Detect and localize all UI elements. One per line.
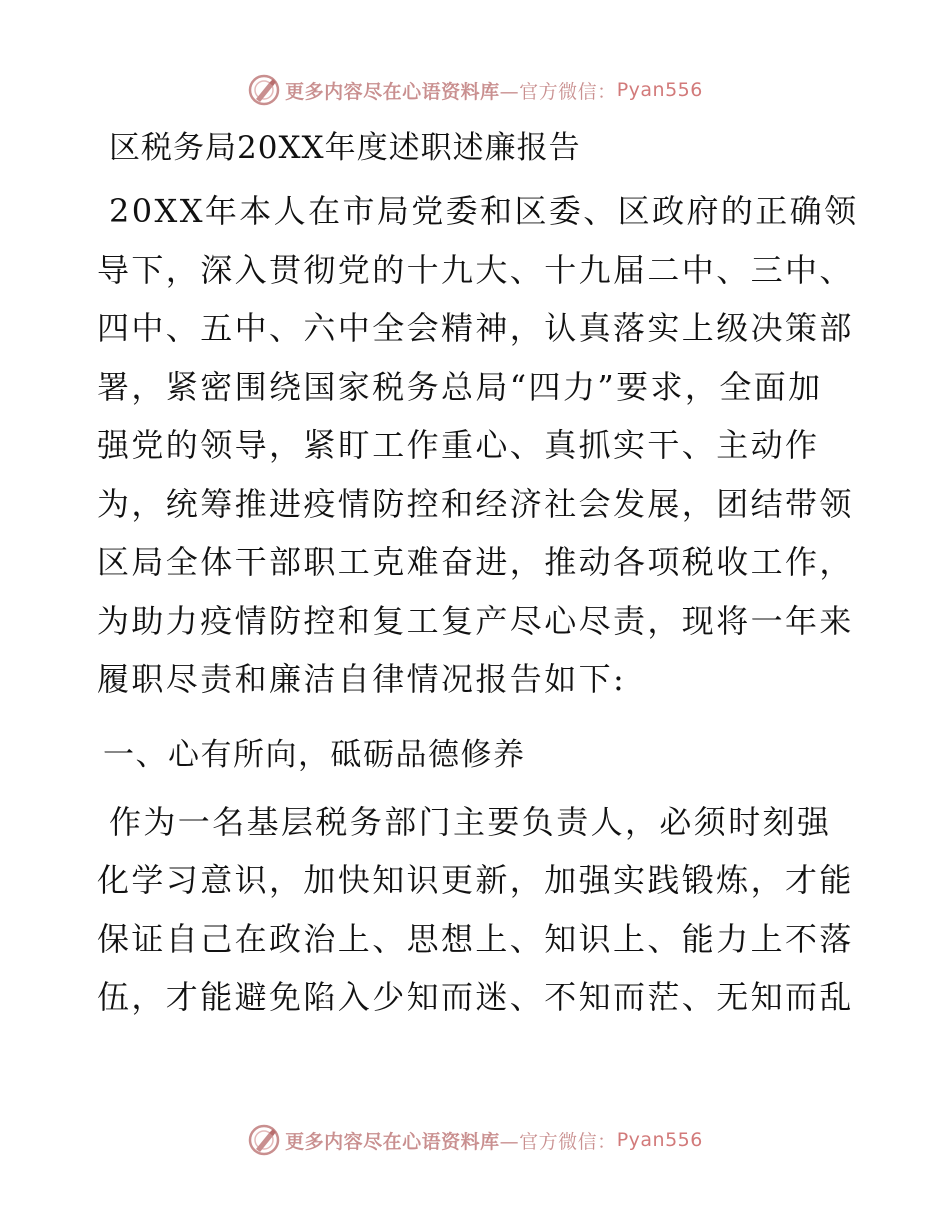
intro-line: 为，统筹推进疫情防控和经济社会发展，团结带领 <box>97 484 854 523</box>
intro-line: 强党的领导，紧盯工作重心、真抓实干、主动作 <box>97 426 820 464</box>
document-body <box>97 122 857 1027</box>
intro-paragraph <box>97 182 857 709</box>
footer-watermark <box>0 1120 950 1160</box>
intro-line: 署，紧密围绕国家税务总局“四力”要求，全面加 <box>97 367 823 406</box>
watermark-wechat-id: Pyan556 <box>616 1129 703 1151</box>
section1-line: 伍，才能避免陷入少知而迷、不知而茫、无知而乱 <box>97 978 854 1016</box>
intro-line: 区局全体干部职工克难奋进，推动各项税收工作， <box>97 543 854 581</box>
section1-line: 作为一名基层税务部门主要负责人，必须时刻强 <box>109 802 832 841</box>
intro-line: 20XX年本人在市局党委和区委、区政府的正确领 <box>109 192 859 230</box>
intro-line: 为助力疫情防控和复工复产尽心尽责，现将一年来 <box>97 601 854 640</box>
intro-line: 导下，深入贯彻党的十九大、十九届二中、三中、 <box>97 250 854 289</box>
intro-line: 履职尽责和廉洁自律情况报告如下: <box>97 660 627 698</box>
watermark-main-text: 更多内容尽在心语资料库 <box>285 1130 500 1153</box>
watermark-wechat-id: Pyan556 <box>616 79 703 101</box>
intro-line: 四中、五中、六中全会精神，认真落实上级决策部 <box>97 309 854 347</box>
pen-logo-icon <box>247 73 281 107</box>
watermark-sub-text: —官方微信： <box>499 1130 617 1153</box>
section1-line: 保证自己在政治上、思想上、知识上、能力上不落 <box>97 919 854 958</box>
section1-paragraph <box>97 793 857 1027</box>
pen-logo-icon <box>247 1123 281 1157</box>
header-watermark <box>0 70 950 110</box>
section1-line: 化学习意识，加快知识更新，加强实践锻炼，才能 <box>97 861 854 899</box>
document-title: 区税务局20XX年度述职述廉报告 <box>109 130 581 166</box>
watermark-main-text: 更多内容尽在心语资料库 <box>285 80 500 103</box>
watermark-sub-text: —官方微信： <box>499 80 617 103</box>
section-heading: 一、心有所向，砥砺品德修养 <box>103 736 526 773</box>
